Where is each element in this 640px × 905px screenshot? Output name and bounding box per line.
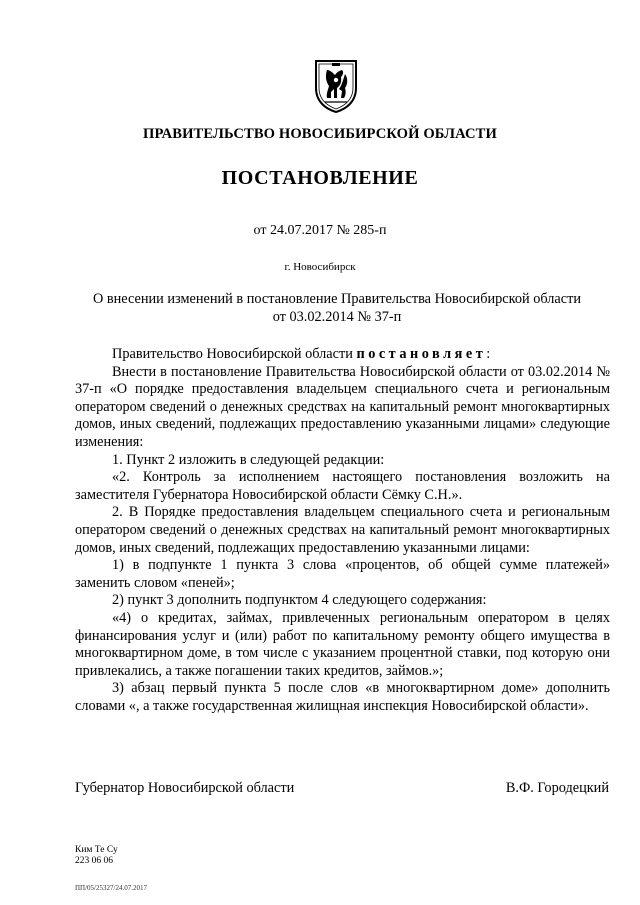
document-city: г. Новосибирск [284, 261, 356, 273]
body-paragraph-8: 3) абзац первый пункта 5 после слов «в многоквартирном доме» дополнить словами «, а также государственная жилищная инспекция Новосибирской области». [75, 680, 610, 714]
coat-of-arms-icon [313, 58, 359, 114]
document-type-title: ПОСТАНОВЛЕНИЕ [221, 167, 419, 189]
executor-info [75, 845, 118, 867]
executor-name: Ким Те Су [75, 845, 118, 855]
body-paragraph-5: 1) в подпункте 1 пункта 3 слова «процентов, об общей сумме платежей» заменить словом «пеней»; [75, 557, 610, 591]
signatory-name: В.Ф. Городецкий [505, 780, 609, 796]
intro-paragraph [75, 346, 610, 364]
document-footer-code: ПП/05/25327/24.07.2017 [75, 884, 147, 892]
document-date-number: от 24.07.2017 № 285-п [253, 223, 387, 238]
document-body [75, 346, 610, 715]
executor-phone: 223 06 06 [75, 856, 113, 866]
signatory-title: Губернатор Новосибирской области [75, 780, 295, 796]
body-paragraph-7: «4) о кредитах, займах, привлеченных региональным оператором в целях финансирования услуг и (или) работ по капитальному ремонту общего имущества в многоквартирном доме, в том числе с указанием процентной ставки, под которую они привлекались, а также погашении таких кредитов, займов.»; [75, 609, 610, 679]
body-paragraph-2: 1. Пункт 2 изложить в следующей редакции: [112, 451, 385, 468]
subject-line-2: от 03.02.2014 № 37-п [272, 309, 402, 325]
subject-line-1: О внесении изменений в постановление Правительства Новосибирской области [92, 291, 582, 307]
organization-title: ПРАВИТЕЛЬСТВО НОВОСИБИРСКОЙ ОБЛАСТИ [143, 126, 497, 142]
intro-prefix: Правительство Новосибирской области [112, 346, 357, 362]
body-paragraph-3: «2. Контроль за исполнением настоящего постановления возложить на заместителя Губернатора Новосибирской области Сёмку С.Н.». [75, 469, 610, 503]
intro-spaced-word: постановляет [356, 346, 487, 362]
body-paragraph-4: 2. В Порядке предоставления владельцем специального счета и региональным оператором сведений о денежных средствах на капитальный ремонт многоквартирных домов, иных сведений, подлежащих предоставлению указанными лицами: [75, 504, 610, 556]
intro-suffix: : [486, 346, 491, 362]
body-paragraph-6: 2) пункт 3 дополнить подпунктом 4 следующего содержания: [112, 592, 487, 609]
document-subject [72, 290, 602, 326]
body-paragraph-1: Внести в постановление Правительства Новосибирской области от 03.02.2014 № 37-п «О порядке предоставления владельцем специального счета и региональным оператором сведений о денежных средствах на капитальный ремонт многоквартирных домов, иных сведений, подлежащих предоставлению указанными лицами» следующие изменения: [75, 363, 610, 450]
